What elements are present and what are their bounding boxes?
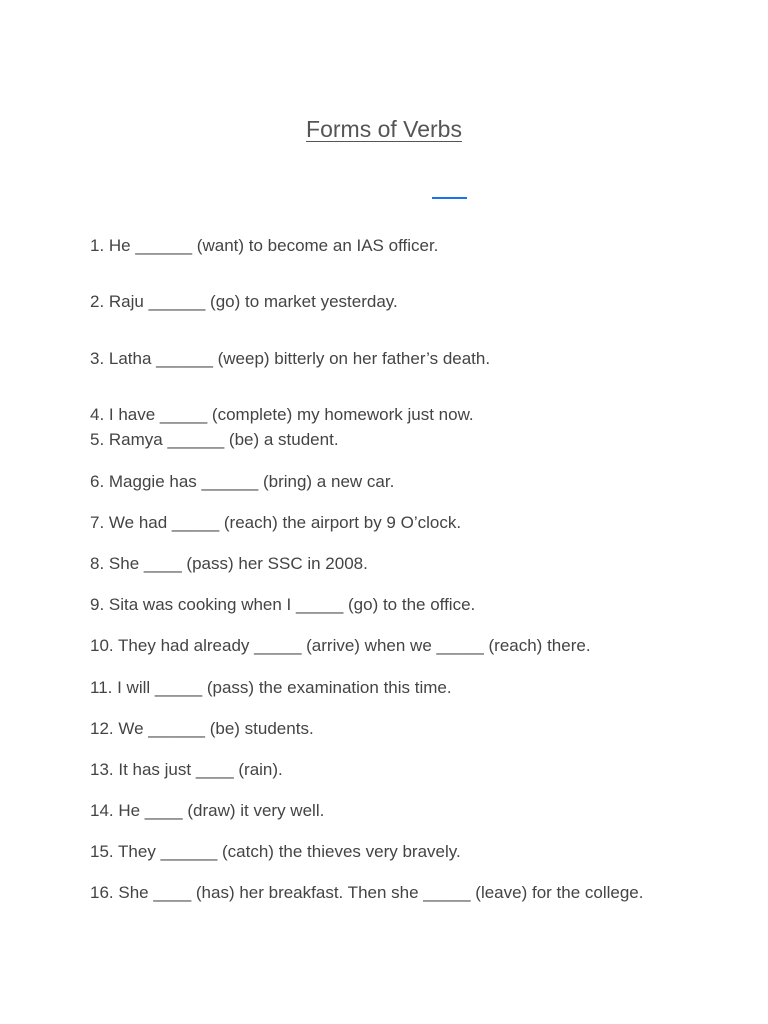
question-9: 9. Sita was cooking when I _____ (go) to the office. [90,595,476,614]
question-8: 8. She ____ (pass) her SSC in 2008. [90,554,368,573]
question-16: 16. She ____ (has) her breakfast. Then she _____ (leave) for the college. [90,883,644,902]
question-7: 7. We had _____ (reach) the airport by 9 O’clock. [90,513,462,532]
question-14: 14. He ____ (draw) it very well. [90,801,325,820]
page-title [0,114,768,144]
question-6: 6. Maggie has ______ (bring) a new car. [90,472,395,491]
page-title-text: Forms of Verbs [306,116,462,142]
question-5: 5. Ramya ______ (be) a student. [90,430,339,449]
blue-underline-mark [432,197,467,199]
question-13: 13. It has just ____ (rain). [90,760,283,779]
question-15: 15. They ______ (catch) the thieves very bravely. [90,842,461,861]
question-3: 3. Latha ______ (weep) bitterly on her father’s death. [90,349,491,368]
question-1: 1. He ______ (want) to become an IAS officer. [90,236,439,255]
question-2: 2. Raju ______ (go) to market yesterday. [90,292,398,311]
question-10: 10. They had already _____ (arrive) when we _____ (reach) there. [90,636,591,655]
question-12: 12. We ______ (be) students. [90,719,314,738]
question-11: 11. I will _____ (pass) the examination this time. [90,678,452,697]
question-4: 4. I have _____ (complete) my homework just now. [90,405,474,424]
